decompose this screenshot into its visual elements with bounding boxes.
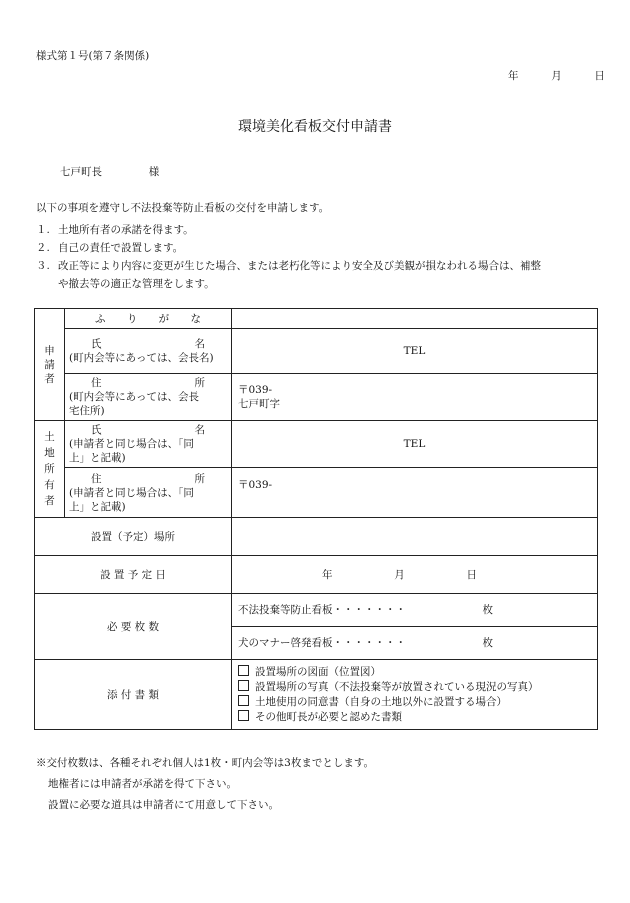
sign2-unit: 枚 [482, 637, 493, 649]
item-number: ２. [36, 242, 50, 254]
addressee-name: 七戸町長 [60, 166, 102, 178]
attachment-item[interactable]: 設置場所の図面（位置図） [238, 665, 591, 680]
date-day: 日 [594, 70, 605, 82]
attachment-item[interactable]: 土地使用の同意書（自身の土地以外に設置する場合） [238, 695, 591, 710]
furigana-label: ふ り が な [65, 309, 232, 329]
form-number: 様式第１号(第７条関係) [36, 50, 150, 62]
postal-code: 〒039- [238, 384, 273, 396]
owner-name-label: 氏 名 (申請者と同じ場合は、「同 上」と記載) [65, 421, 232, 468]
item-continuation: や撤去等の適正な管理をします。 [58, 278, 215, 290]
applicant-name-field[interactable] [232, 329, 598, 374]
tel-label: TEL [403, 345, 426, 357]
schedule-label: 設 置 予 定 日 [35, 556, 232, 594]
note-landowner: 地権者には申請者が承諾を得て下さい。 [48, 778, 237, 790]
owner-tel-label: TEL [403, 438, 426, 450]
owner-group-label: 土 地 所 有 者 [35, 421, 65, 518]
attachments-list [232, 660, 598, 730]
name-note: (町内会等にあっては、会長名) [69, 352, 214, 364]
addressee [60, 164, 159, 179]
applicant-name-label: 氏 名 (町内会等にあっては、会長名) [65, 329, 232, 374]
note-tools: 設置に必要な道具は申請者にて用意して下さい。 [48, 799, 279, 811]
schedule-field[interactable] [232, 556, 598, 594]
checkbox-icon[interactable] [238, 695, 249, 706]
note-issue-limit: ※交付枚数は、各種それぞれ個人は1枚・町内会等は3枚までとします。 [36, 757, 375, 769]
town-name: 七戸町字 [238, 398, 280, 410]
owner-address-label: 住 所 (申請者と同じ場合は、「同 上」と記載) [65, 468, 232, 518]
item-text: 自己の責任で設置します。 [58, 242, 184, 254]
furigana-field[interactable] [232, 309, 598, 329]
item-text: 土地所有者の承諾を得ます。 [58, 224, 194, 236]
schedule-year: 年 [322, 568, 333, 581]
date-month: 月 [551, 70, 562, 82]
list-item [36, 258, 541, 273]
list-item [36, 222, 194, 237]
schedule-day: 日 [466, 568, 477, 581]
sign1-count-field[interactable] [232, 594, 598, 627]
checkbox-icon[interactable] [238, 710, 249, 721]
sign2-label: 犬のマナー啓発看板・・・・・・・ [238, 637, 406, 649]
sign2-count-field[interactable] [232, 627, 598, 660]
sign1-unit: 枚 [482, 604, 493, 616]
owner-address-field[interactable] [232, 468, 598, 518]
list-item [36, 240, 183, 255]
attachments-label: 添 付 書 類 [35, 660, 232, 730]
checkbox-icon[interactable] [238, 665, 249, 676]
site-field[interactable] [232, 518, 598, 556]
applicant-address-field[interactable] [232, 374, 598, 421]
owner-name-field[interactable] [232, 421, 598, 468]
date-year: 年 [508, 70, 519, 82]
sign1-label: 不法投棄等防止看板・・・・・・・ [238, 604, 406, 616]
attachment-item[interactable]: その他町長が必要と認めた書類 [238, 710, 591, 725]
applicant-group-label: 申 請 者 [35, 309, 65, 421]
application-table [34, 308, 598, 730]
checkbox-icon[interactable] [238, 680, 249, 691]
schedule-month: 月 [394, 568, 405, 581]
date-line [508, 68, 605, 83]
item-text: 改正等により内容に変更が生じた場合、または老朽化等により安全及び美観が損なわれる場合は、補整 [58, 260, 541, 272]
owner-postal-code: 〒039- [238, 479, 273, 491]
applicant-address-label: 住 所 (町内会等にあっては、会長 宅住所) [65, 374, 232, 421]
item-number: １. [36, 224, 50, 236]
site-label: 設置（予定）場所 [35, 518, 232, 556]
required-count-label: 必 要 枚 数 [35, 594, 232, 660]
item-number: ３. [36, 260, 50, 272]
document-title: 環境美化看板交付申請書 [238, 119, 392, 135]
intro-text: 以下の事項を遵守し不法投棄等防止看板の交付を申請します。 [36, 202, 330, 214]
attachment-item[interactable]: 設置場所の写真（不法投棄等が放置されている現況の写真） [238, 680, 591, 695]
addressee-honorific: 様 [148, 166, 160, 178]
